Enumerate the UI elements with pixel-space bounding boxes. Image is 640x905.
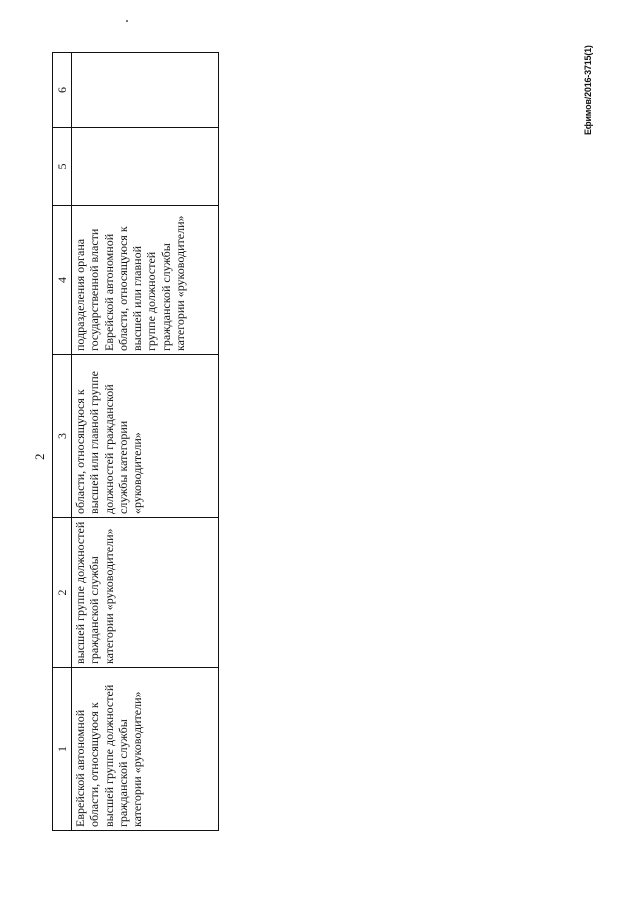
page-number: 2 — [32, 453, 47, 460]
table-header-row — [53, 53, 72, 831]
data-table — [52, 52, 219, 831]
column-header: 6 — [53, 53, 72, 128]
cell-text: подразделения органа государственной власти Еврейской автономной области, относящуюся к высшей или главной группе должностей гражданской службы категории «руководители» — [73, 215, 188, 351]
cell-text: Еврейской автономной области, относящуюся к высшей группе должностей гражданской службы категории «руководители» — [73, 684, 145, 827]
document-code: Ефимов/2016-3715(1) — [583, 45, 593, 135]
table-cell — [72, 355, 219, 518]
column-header: 5 — [53, 128, 72, 206]
column-header: 1 — [53, 668, 72, 831]
table-cell — [72, 206, 219, 355]
table-row — [72, 53, 219, 831]
table-cell — [72, 518, 219, 668]
column-header: 4 — [53, 206, 72, 355]
cell-text: области, относящуюся к высшей или главной группе должностей гражданской службы категории «руководители» — [73, 371, 145, 514]
column-header: 3 — [53, 355, 72, 518]
scan-speck — [126, 20, 128, 22]
cell-text: высшей группе должностей гражданской службы категории «руководители» — [73, 521, 116, 664]
table-cell — [72, 128, 219, 206]
table-cell — [72, 668, 219, 831]
table-cell — [72, 53, 219, 128]
column-header: 2 — [53, 518, 72, 668]
